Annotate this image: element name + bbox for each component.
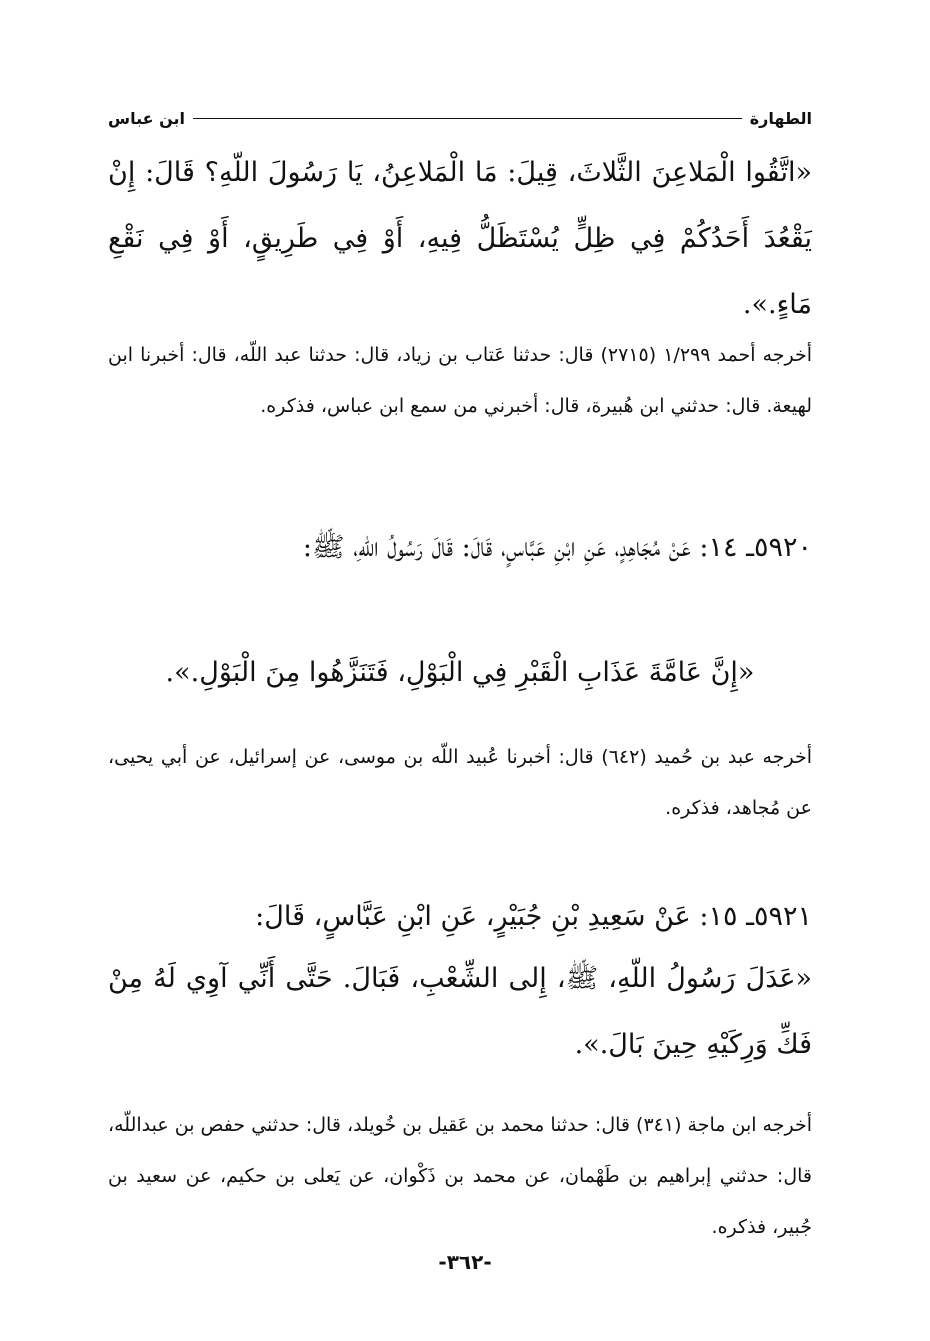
takhrij-5920: أخرجه عبد بن حُميد (٦٤٢) قال: أخبرنا عُبيد اللّه بن موسى، عن إسرائيل، عن أبي يحيى، عن مُجاهد، فذكره. [108,746,812,819]
page-number: -٣٦٢- [438,1250,492,1274]
chapter-title: الطهارة [749,108,812,128]
hadith-text-5921: «عَدَلَ رَسُولُ اللّهِ، ﷺ، إِلى الشِّعْبِ، فَبَالَ. حَتَّى أَنِّي آوِي لَهُ مِنْ فَكِّ وَرِكَيْهِ حِينَ بَالَ.». [108,963,812,1060]
hadith-text-1: «اتَّقُوا الْمَلاعِنَ الثَّلاثَ، قِيلَ: مَا الْمَلاعِنُ، يَا رَسُولَ اللّهِ؟ قَالَ: إِنْ يَقْعُدَ أَحَدُكُمْ فِي ظِلٍّ يُسْتَظَلُّ فِيهِ، أَوْ فِي طَرِيقٍ، أَوْ فِي نَقْعِ مَاءٍ.». [108,157,812,320]
takhrij-5921: أخرجه ابن ماجة (٣٤١) قال: حدثنا محمد بن عَقيل بن خُويلد، قال: حدثني حفص بن عبداللّه، قال: حدثني إبراهيم بن طَهْمان، عن محمد بن ذَكْوان، عن يَعلى بن حكيم، عن سعيد بن جُبير، فذكره. [107,1114,812,1238]
header-rule [193,118,742,119]
takhrij-1: أخرجه أحمد ١/٢٩٩ (٢٧١٥) قال: حدثنا عَتاب بن زياد، قال: حدثنا عبد اللّه، قال: أخبرنا ابن لهيعة. قال: حدثني ابن هُبيرة، قال: أخبرني من سمع ابن عباس، فذكره. [108,344,813,417]
running-header [108,103,812,133]
hadith-isnad-5920: ٥٩٢٠ـ ١٤: عَنْ مُجَاهِدٍ، عَنِ ابْنِ عَبَّاسٍ، قَالَ: قَالَ رَسُولُ اللّهِ، ﷺ: [302,532,812,563]
book-title: ابن عباس [108,108,186,128]
hadith-text-5920: «إِنَّ عَامَّةَ عَذَابِ الْقَبْرِ فِي الْبَوْلِ، فَتَنَزَّهُوا مِنَ الْبَوْلِ.». [165,657,755,688]
hadith-isnad-5921: ٥٩٢١ـ ١٥: عَنْ سَعِيدِ بْنِ جُبَيْرٍ، عَنِ ابْنِ عَبَّاسٍ، قَالَ: [255,901,812,932]
